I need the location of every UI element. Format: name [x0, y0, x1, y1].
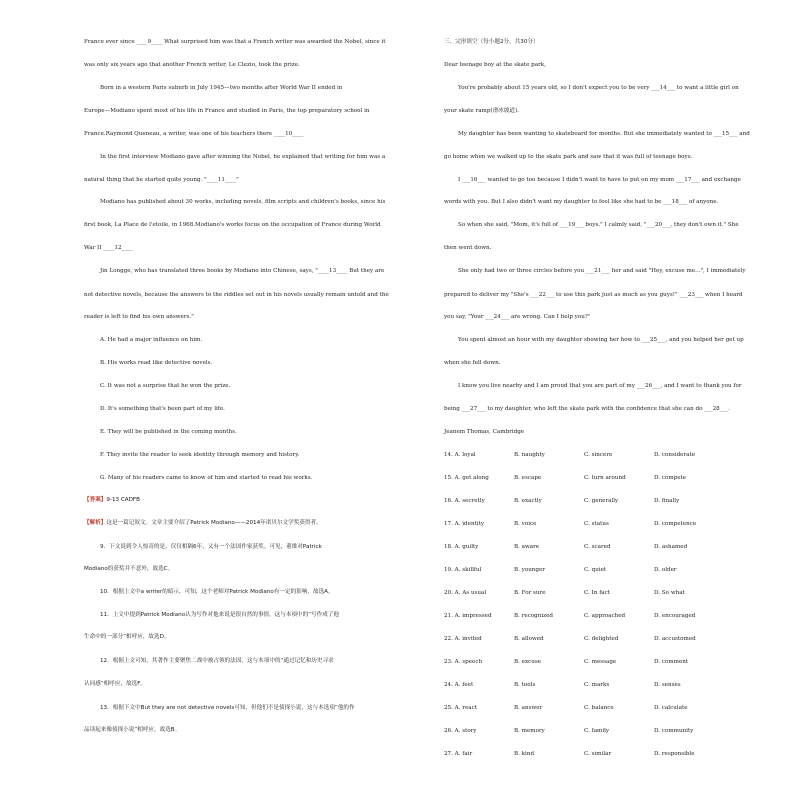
left-text-line [84, 634, 170, 641]
line-text: 9．下文说到令人惊奇的是，仅仅相隔6年，又有一个法国作家获奖。可见，董维对Patrick [100, 544, 322, 550]
choice-option: D. community [654, 728, 694, 734]
line-text: France ever since ____9____ What surprised him was that a French writer was awarded the Nobel, since it [84, 39, 386, 45]
choice-option: 27. A. fair [444, 751, 473, 757]
left-text-line [100, 154, 385, 161]
choice-option: D. ashamed [654, 544, 688, 550]
choice-option: 17. A. identity [444, 521, 484, 527]
line-text: 品读起来像侦探小说”相呼应，故选B。 [84, 727, 181, 733]
choice-option: B. kind [514, 751, 535, 757]
left-text-line [100, 268, 384, 275]
left-text-line [100, 589, 334, 596]
line-text: 认同感”相呼应，故选F。 [84, 681, 147, 687]
line-text: 10．根据上文中a writer的暗示，可知，这个老师对Patrick Modiano有一定的影响，故选A。 [100, 589, 334, 595]
line-text: G. Many of his readers came to know of him and started to read his works. [100, 475, 313, 481]
line-text: Europe—Modiano spent most of his life in France and studied in Paris, the top preparatory school in [84, 108, 370, 114]
answer-label: 【答案】 [84, 497, 107, 503]
line-text: natural thing that he started quite young. "____11____" [84, 177, 239, 183]
choice-option: B. naughty [514, 452, 545, 458]
choice-option: D. compete [654, 475, 687, 481]
left-text-line [100, 612, 339, 619]
line-text: 13．根据下文中But they are not detective novels可知，但他们不是侦探小说，这与本选项“他的作 [100, 705, 355, 711]
choice-option: C. delighted [584, 636, 619, 642]
left-text-line [84, 245, 133, 252]
left-text-line [84, 108, 370, 115]
line-text: Born in a western Paris suburb in July 1945—two months after World War II ended in [100, 85, 343, 91]
right-text-line: you say, "Your ___24___ are wrong. Can I help you?" [444, 314, 591, 320]
choice-option: C. quiet [584, 567, 607, 573]
right-text-line: then went down. [444, 245, 492, 251]
choice-option: B. memory [514, 728, 545, 734]
choice-option: D. senses [654, 682, 681, 688]
left-text-line [84, 314, 194, 321]
line-text: 12．根据上文可知，其著作主要聚焦二战中被占领的法国，这与本项中的“通过记忆和历史寻求 [100, 658, 334, 664]
line-text: C. It was not a surprise that he won the prize. [100, 383, 231, 389]
choice-option: B. younger [514, 567, 545, 573]
line-text: D. It's something that's been part of my life. [100, 406, 225, 412]
choice-option: 22. A. invited [444, 636, 482, 642]
choice-option: D. competence [654, 521, 697, 527]
choice-option: B. answer [514, 705, 543, 711]
choice-option: 23. A. speech [444, 659, 483, 665]
answer-line [84, 497, 140, 504]
choice-option: C. turn around [584, 475, 626, 481]
analysis-label: 【解析】 [84, 520, 107, 526]
choice-option: D. comment [654, 659, 689, 665]
line-text: War II ____12____ [84, 245, 133, 251]
left-text-line [84, 177, 239, 184]
choice-option: B. For sure [514, 590, 546, 596]
left-text-line [100, 85, 342, 92]
choice-option: B. excuse [514, 659, 542, 665]
right-text-line: when she fell down. [444, 360, 501, 366]
choice-option: 26. A. story [444, 728, 477, 734]
choice-option: C. approached [584, 613, 626, 619]
line-text: A. He had a major influence on him. [100, 337, 203, 343]
choice-option: C. message [584, 659, 617, 665]
left-text-line [100, 452, 299, 459]
section-heading: 三、完形填空（每小题2分，共30分） [444, 39, 539, 45]
right-text-line: My daughter has been wanting to skateboard for months. But she immediately wanted to ___15___ and [458, 131, 750, 137]
choice-option: B. allowed [514, 636, 544, 642]
choice-option: D. calculate [654, 705, 688, 711]
choice-option: C. In fact [584, 590, 611, 596]
line-text: first book, La Place de l'etoile, in 1968.Modiano's works focus on the occupation of France during World [84, 222, 381, 228]
line-text: 11．上文中提到Patrick Modiano认为写作对他来说是很自然的事情，这与本项中的“写作成了他 [100, 612, 340, 618]
left-text-line [100, 199, 385, 206]
line-text: not detective novels, because the answers to the riddles set out in his novels usually remain untold and the [84, 292, 389, 298]
right-text-line: You spent almost an hour with my daughter showing her how to ___25___, and you helped her get up [458, 337, 744, 343]
choice-option: D. finally [654, 498, 680, 504]
left-text-line [84, 222, 381, 229]
choice-option: D. accustomed [654, 636, 696, 642]
choice-option: D. responsible [654, 751, 695, 757]
choice-option: C. sincere [584, 452, 613, 458]
choice-option: C. marks [584, 682, 610, 688]
choice-option: C. status [584, 521, 609, 527]
line-text: In the first interview Modiano gave after winning the Nobel, he explained that writing for him was a [100, 154, 386, 160]
left-text-line [100, 658, 334, 665]
choice-option: 18. A. guilty [444, 544, 479, 550]
choice-option: D. considerate [654, 452, 696, 458]
line-text: 这是一篇记叙文。文章主要介绍了Patrick Modiano——2014年诺贝尔文学奖获得者。 [106, 520, 322, 526]
right-text-line: words with you. But I also didn't want my daughter to feel like she had to be ___18___ of anyone. [444, 199, 719, 205]
choice-option: 20. A. As usual [444, 590, 487, 596]
choice-option: D. So what [654, 590, 685, 596]
right-text-line: Dear teenage boy at the skate park, [444, 62, 546, 68]
line-text: F. They invite the reader to seek identity through memory and history. [100, 452, 300, 458]
choice-option: B. escape [514, 475, 542, 481]
choice-option: B. tools [514, 682, 536, 688]
line-text: Jin Longge, who has translated three books by Modiano into Chinese, says, "____13____ But they are [100, 268, 385, 274]
left-text-line [84, 39, 386, 46]
right-text-line: I ___16___ wanted to go too because I didn't want to have to put on my mom ___17___ and exchange [458, 177, 741, 183]
left-text-line [100, 544, 322, 551]
left-text-line [84, 520, 322, 527]
left-text-line [100, 337, 202, 344]
right-text-line: go home when we walked up to the skate park and saw that it was full of teenage boys. [444, 154, 693, 160]
choice-option: B. recognized [514, 613, 553, 619]
choice-option: D. encouraged [654, 613, 696, 619]
left-text-line [100, 383, 230, 390]
choice-option: B. exactly [514, 498, 542, 504]
left-text-line [100, 429, 237, 436]
right-text-line: You're probably about 15 years old, so I don't expect you to be very ___14___ to want a little girl on [458, 85, 739, 91]
choice-option: D. older [654, 567, 677, 573]
line-text: 生命中的一部分”相呼应，故选D。 [84, 634, 170, 640]
left-text-line [84, 566, 173, 573]
right-text-line: So when she said, "Mom, it's full of ___19___ boys." I calmly said, "___20___, they don't own it." She [458, 222, 739, 228]
choice-option: C. family [584, 728, 610, 734]
line-text: was only six years ago that another French writer, Le Clezio, took the prize. [84, 62, 300, 68]
line-text: Modiano has published about 30 works, including novels, film scripts and children's books, since his [100, 199, 386, 205]
line-text: France.Raymond Queneau, a writer, was one of his teachers there ____10____ [84, 131, 304, 137]
choice-option: 19. A. skillful [444, 567, 482, 573]
choice-option: B. voice [514, 521, 537, 527]
left-text-line [84, 681, 146, 688]
choice-option: 15. A. get along [444, 475, 489, 481]
left-text-line [84, 727, 180, 734]
choice-option: C. balance [584, 705, 614, 711]
line-text: E. They will be published in the coming months. [100, 429, 237, 435]
left-text-line [84, 62, 300, 69]
choice-option: 24. A. feet [444, 682, 474, 688]
letter-signature: Jeanem Thomas, Cambridge [444, 429, 525, 435]
line-text: reader is left to find his own answers." [84, 314, 194, 320]
choice-option: C. generally [584, 498, 619, 504]
left-text-line [84, 131, 303, 138]
line-text: Modiano的获奖并不意外，故选C。 [84, 566, 174, 572]
right-text-line: prepared to deliver my "She's ___22___ to use this park just as much as you guys!" ___23___ when I heard [444, 292, 743, 298]
choice-option: C. similar [584, 751, 612, 757]
choice-option: 25. A. react [444, 705, 477, 711]
right-text-line: your skate ramp(滑冰坡道). [444, 108, 519, 114]
choice-option: B. aware [514, 544, 540, 550]
choice-option: 16. A. secretly [444, 498, 485, 504]
left-text-line [100, 475, 312, 482]
line-text: B. His works read like detective novels. [100, 360, 213, 366]
line-text: 9-13 CADFB [106, 497, 140, 503]
left-text-line [100, 406, 225, 413]
choice-option: 21. A. impressed [444, 613, 492, 619]
left-text-line [84, 292, 389, 299]
right-text-line: She only had two or three circles before you ___21___ her and said "Hey, excuse me...", I immediately [458, 268, 746, 274]
choice-option: C. scared [584, 544, 611, 550]
right-text-line: I know you live nearby and I am proud that you are part of my ___26___, and I want to thank you for [458, 383, 742, 389]
left-text-line [100, 705, 355, 712]
choice-option: 14. A. loyal [444, 452, 476, 458]
right-text-line: being ___27___ to my daughter, who left the skate park with the confidence that she can do ___28___. [444, 406, 730, 412]
left-text-line [100, 360, 212, 367]
